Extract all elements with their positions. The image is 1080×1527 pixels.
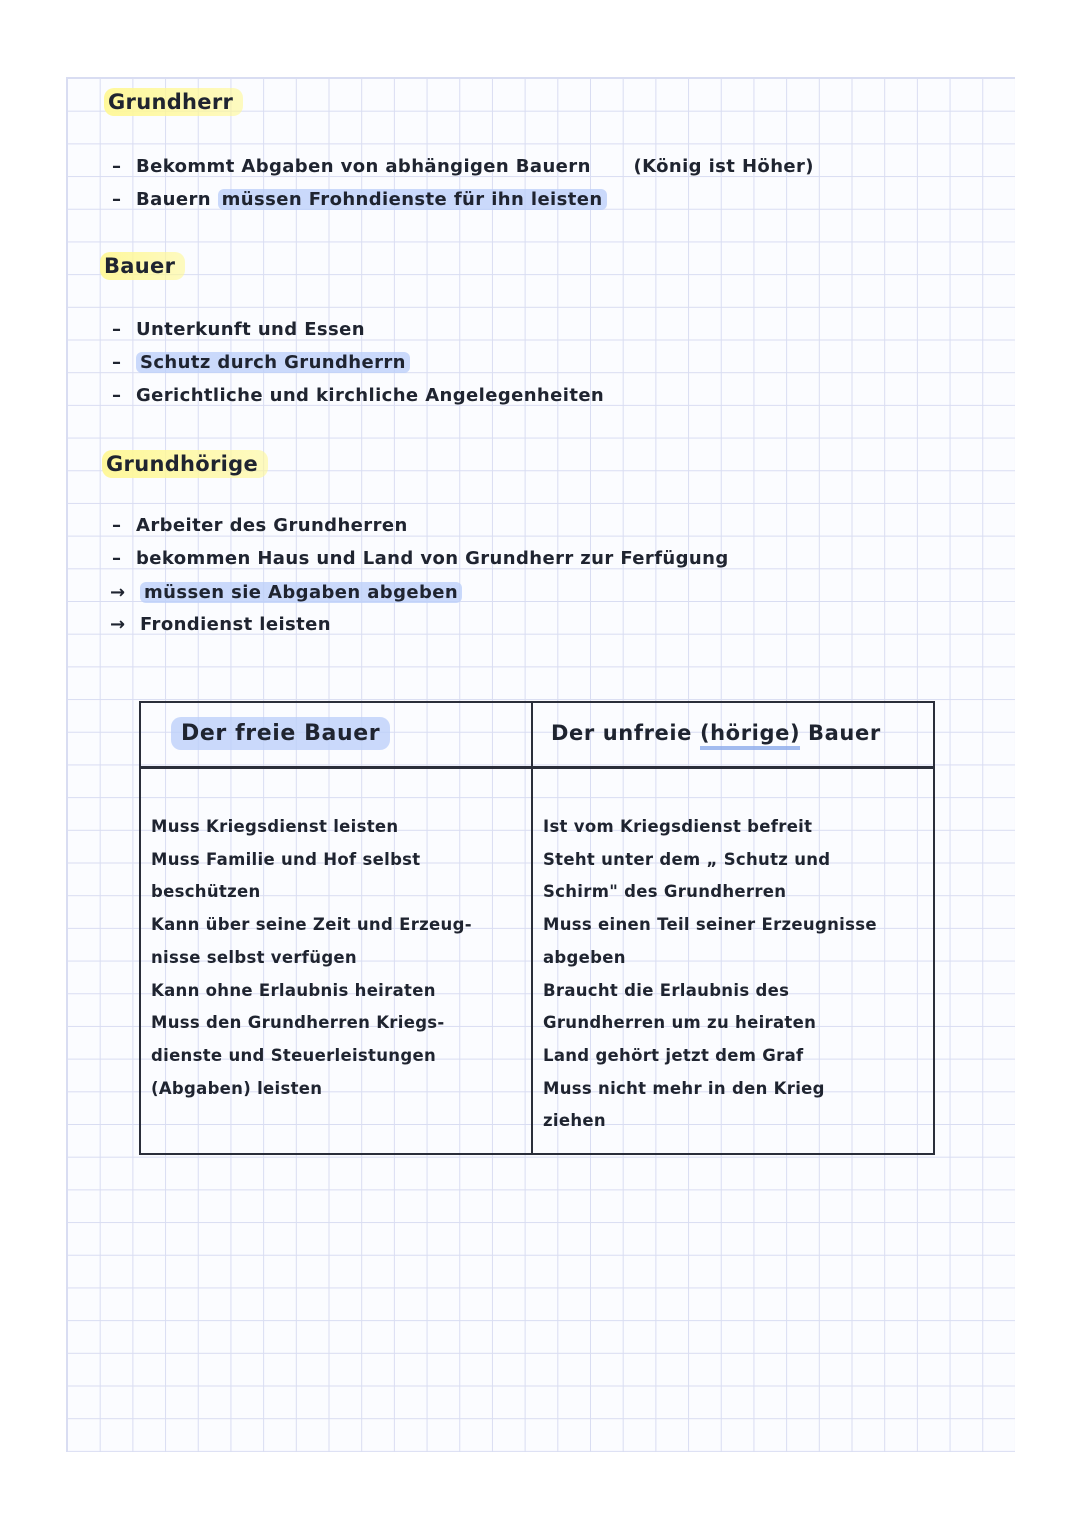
arrow-item <box>110 614 331 635</box>
item-text: Bekommt Abgaben von abhängigen Bauern <box>136 156 591 177</box>
list-item: Kann ohne Erlaubnis heiraten <box>151 980 436 1000</box>
dash-bullet: – <box>112 189 122 210</box>
arrow-right-icon: → <box>110 614 126 635</box>
list-item: Muss einen Teil seiner Erzeugnisse <box>543 915 877 935</box>
list-item: Schirm" des Grundherren <box>543 882 787 902</box>
list-item <box>112 319 365 340</box>
dash-bullet: – <box>112 385 122 406</box>
comparison-table <box>139 701 935 1155</box>
item-highlight: müssen sie Abgaben abgeben <box>140 582 462 603</box>
list-item: Kann über seine Zeit und Erzeug- <box>151 915 472 935</box>
header-text: Bauer <box>800 721 881 745</box>
list-item: dienste und Steuerleistungen <box>151 1045 436 1065</box>
item-text: Gerichtliche und kirchliche Angelegenheiten <box>136 385 605 406</box>
list-item: Muss Familie und Hof selbst <box>151 849 421 869</box>
list-item <box>112 548 729 569</box>
item-text: Unterkunft und Essen <box>136 319 365 340</box>
list-item: abgeben <box>543 947 626 967</box>
column-header-unfree-farmer <box>541 717 891 754</box>
heading-bauer: Bauer <box>100 252 185 280</box>
list-item: (Abgaben) leisten <box>151 1078 323 1098</box>
dash-bullet: – <box>112 515 122 536</box>
dash-bullet: – <box>112 352 122 373</box>
item-highlight: müssen Frohndienste für ihn leisten <box>218 189 607 210</box>
list-item: Braucht die Erlaubnis des <box>543 980 790 1000</box>
free-farmer-list <box>151 811 526 1105</box>
item-text: Bauern <box>136 189 218 210</box>
list-item: Land gehört jetzt dem Graf <box>543 1045 804 1065</box>
list-item: Muss Kriegsdienst leisten <box>151 817 399 836</box>
header-text: Der unfreie <box>551 721 700 745</box>
header-divider <box>141 766 933 769</box>
list-item: ziehen <box>543 1111 606 1131</box>
item-text: bekommen Haus und Land von Grundherr zur Ferfügung <box>136 548 729 569</box>
list-item: Ist vom Kriegsdienst befreit <box>543 817 813 836</box>
list-item: nisse selbst verfügen <box>151 947 357 967</box>
list-item <box>112 352 410 373</box>
list-item <box>112 156 814 177</box>
list-item <box>112 385 604 406</box>
item-text: Arbeiter des Grundherren <box>136 515 408 536</box>
dash-bullet: – <box>112 319 122 340</box>
dash-bullet: – <box>112 548 122 569</box>
unfree-farmer-list <box>543 811 933 1138</box>
column-divider <box>531 703 533 1153</box>
list-item <box>112 189 607 210</box>
list-item: Muss den Grundherren Kriegs- <box>151 1013 445 1033</box>
header-underlined-text: (hörige) <box>700 721 800 750</box>
column-header-free-farmer: Der freie Bauer <box>171 717 390 750</box>
item-text: Frondienst leisten <box>140 614 331 635</box>
dash-bullet: – <box>112 156 122 177</box>
list-item: beschützen <box>151 882 261 902</box>
item-note: (König ist Höher) <box>633 156 814 177</box>
list-item: Muss nicht mehr in den Krieg <box>543 1078 825 1098</box>
heading-grundherr: Grundherr <box>104 88 243 116</box>
list-item: Steht unter dem „ Schutz und <box>543 849 831 869</box>
arrow-right-icon: → <box>110 582 126 603</box>
list-item: Grundherren um zu heiraten <box>543 1013 817 1033</box>
item-highlight: Schutz durch Grundherrn <box>136 352 410 373</box>
list-item <box>112 515 408 536</box>
heading-grundhoerige: Grundhörige <box>102 450 268 478</box>
arrow-item <box>110 582 462 603</box>
